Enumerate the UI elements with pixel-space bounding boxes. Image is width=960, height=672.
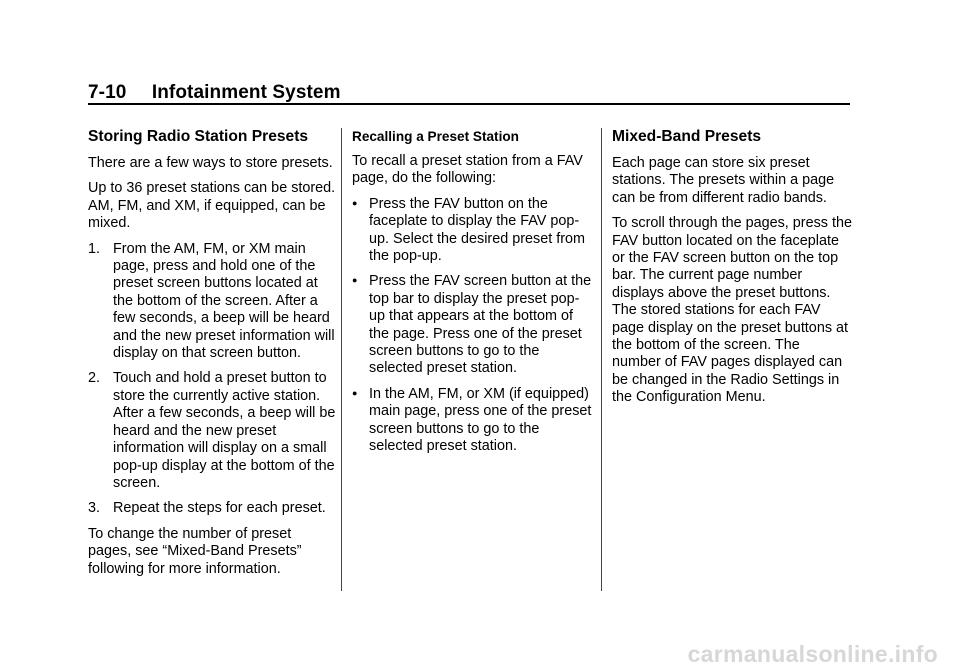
paragraph: To change the number of preset pages, see “Mixed-Band Presets” following for more information. xyxy=(88,525,302,577)
column-storing-presets xyxy=(88,128,336,586)
list-item xyxy=(352,386,592,456)
paragraph: Up to 36 preset stations can be stored. AM, FM, and XM, if equipped, can be mixed. xyxy=(88,180,336,232)
page-number: 7-10 xyxy=(88,82,127,103)
list-item xyxy=(88,370,336,492)
step-text: Repeat the steps for each preset. xyxy=(113,500,326,517)
section-heading-mixed-band: Mixed-Band Presets xyxy=(612,128,762,145)
step-number: 2. xyxy=(88,370,101,387)
bullet-icon: ● xyxy=(352,387,358,398)
bullet-text: In the AM, FM, or XM (if equipped) main page, press one of the preset screen buttons to go to the selected preset station. xyxy=(369,385,592,455)
column-divider xyxy=(341,128,342,591)
step-number: 3. xyxy=(88,500,101,517)
bullet-icon: ● xyxy=(352,197,358,208)
column-recalling-presets xyxy=(352,128,592,464)
paragraph: Each page can store six preset stations. The presets within a page can be from different radio bands. xyxy=(612,155,835,206)
header-rule xyxy=(88,103,850,105)
page-header xyxy=(88,82,850,104)
column-mixed-band-presets xyxy=(612,128,852,415)
chapter-title: Infotainment System xyxy=(151,82,341,103)
section-heading-storing-presets: Storing Radio Station Presets xyxy=(88,128,309,145)
steps-list xyxy=(88,241,336,518)
paragraph: To scroll through the pages, press the FAV button located on the faceplate or the FAV screen button on the top bar. The current page number displays above the preset buttons. The stored stations for each FAV page display on the preset buttons at the bottom of the screen. The number of FAV pages displayed can be changed in the Radio Settings in the Configuration Menu. xyxy=(612,215,852,406)
paragraph: There are a few ways to store presets. xyxy=(88,155,333,171)
column-divider xyxy=(601,128,602,591)
list-item xyxy=(352,196,592,266)
paragraph: To recall a preset station from a FAV page, do the following: xyxy=(352,153,583,187)
list-item xyxy=(88,241,336,363)
step-text: From the AM, FM, or XM main page, press and hold one of the preset screen buttons located at the bottom of the screen. After a few seconds, a beep will be heard and the new preset information will display on that screen button. xyxy=(113,240,335,362)
step-text: Touch and hold a preset button to store the currently active station. After a few seconds, a beep will be heard and the new preset information will display on a small pop-up display at the bottom of the screen. xyxy=(113,370,336,491)
step-number: 1. xyxy=(88,240,101,257)
list-item xyxy=(88,500,336,517)
watermark: carmanualsonline.info xyxy=(687,641,938,667)
bullet-text: Press the FAV screen button at the top bar to display the preset pop-up that appears at the bottom of the page. Press one of the preset screen buttons to go to the selected preset station. xyxy=(369,273,592,377)
bullet-list xyxy=(352,196,592,456)
bullet-icon: ● xyxy=(352,275,358,286)
list-item xyxy=(352,273,592,377)
subheading-recalling-preset: Recalling a Preset Station xyxy=(352,129,519,144)
bullet-text: Press the FAV button on the faceplate to display the FAV pop-up. Select the desired preset from the pop-up. xyxy=(369,195,585,265)
